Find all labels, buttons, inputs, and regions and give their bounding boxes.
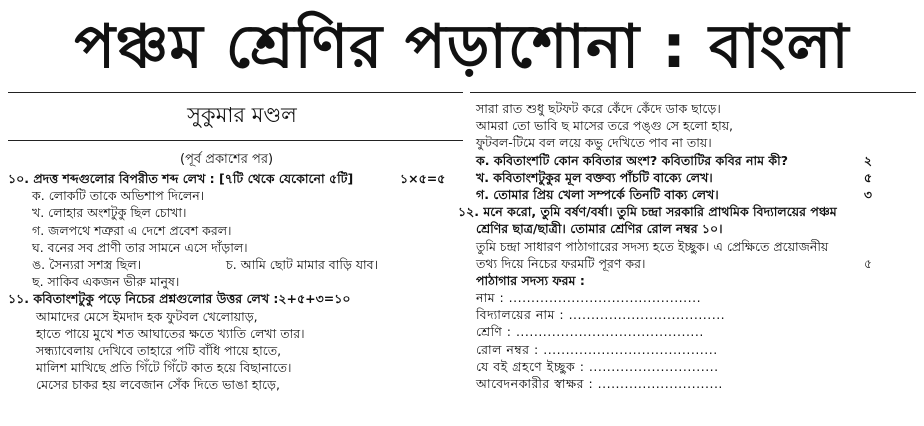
q10-heading: ১০. প্রদত্ত শব্দগুলোর বিপরীত শব্দ লেখ : [৭টি থেকে যেকোনো ৫টি] ১×৫=৫ <box>8 171 446 186</box>
q10-item: ঙ. সৈন্যরা সশস্ত্র ছিল। <box>32 256 142 272</box>
question-mark: ২ <box>863 152 872 168</box>
author-rule <box>8 140 463 141</box>
q10-item-row <box>8 256 463 273</box>
page-title: পঞ্চম শ্রেণির পড়াশোনা : বাংলা <box>74 12 850 82</box>
q12-heading: শ্রেণির ছাত্র/ছাত্রী। তোমার শ্রেণির রোল নম্বর ১০। <box>476 221 723 237</box>
question-mark: ৫ <box>863 255 872 271</box>
q12-body: তুমি চন্দ্রা সাধারণ পাঠাগারের সদস্য হতে ইচ্ছুক। এ প্রেক্ষিতে প্রয়োজনীয় <box>476 238 829 254</box>
q10-item: খ. লোহার অংশটুকু ছিল চোখা। <box>32 205 187 221</box>
poem-line: মেসের চাকর হয় লবেজান সেঁক দিতে ভাঙা হাড়ে, <box>36 377 280 393</box>
poem-line: সন্ধ্যাবেলায় দেখিবে তাহারে পটি বাঁধি পায়ে হাতে, <box>36 342 282 358</box>
q10-item: ছ. সাকিব একজন ভীরু মানুষ। <box>32 274 180 290</box>
form-title: পাঠাগার সদস্য ফরম : <box>476 272 585 288</box>
title-underline-right <box>470 92 916 93</box>
continued-note: (পূর্ব প্রকাশের পর) <box>180 152 274 167</box>
q11-question: ক. কবিতাংশটি কোন কবিতার অংশ? কবিতাটির কবির নাম কী? ২ <box>476 152 872 168</box>
form-field-school: বিদ্যালয়ের নাম : ................................... <box>476 307 726 323</box>
question-mark: ৫ <box>863 169 872 185</box>
poem-line: মালিশ মাখিছে প্রতি গিঁটে গিঁটে কাত হয়ে বিছানাতে। <box>36 360 292 376</box>
q10-marks: ১×৫=৫ <box>400 171 446 186</box>
author-name: সুকুমার মণ্ডল <box>187 103 297 127</box>
left-column <box>8 170 463 393</box>
form-field-book: যে বই গ্রহণে ইচ্ছুক : ............................. <box>476 358 719 374</box>
poem-line: আমাদের মেসে ইমদাদ হক ফুটবল খেলোয়াড়, <box>36 308 258 324</box>
form-field-class: শ্রেণি : .......................................... <box>476 324 704 340</box>
q12-heading: ১২. মনে করো, তুমি বর্ষণ/বর্ষা। তুমি চন্দ্রা সরকারি প্রাথমিক বিদ্যালয়ের পঞ্চম <box>458 204 837 220</box>
q11-heading: ১১. কবিতাংশটুকু পড়ে নিচের প্রশ্নগুলোর উত্তর লেখ :২+৫+৩=১০ <box>8 291 351 307</box>
form-field-roll: রোল নম্বর : ....................................... <box>476 341 718 357</box>
q10-item: গ. জলপথে শত্রুরা এ দেশে প্রবেশ করল। <box>32 222 232 238</box>
form-field-name: নাম : ........................................... <box>476 290 702 306</box>
q11-question: গ. তোমার প্রিয় খেলা সম্পর্কে তিনটি বাক্য লেখ। ৩ <box>476 186 872 202</box>
poem-line: হাতে পায়ে মুখে শত আঘাতের ক্ষতে খ্যাতি লেখা তার। <box>36 325 305 341</box>
right-column <box>458 100 872 392</box>
title-underline-left <box>8 92 463 93</box>
q10-item: ক. লোকটি তাকে অভিশাপ দিলেন। <box>32 188 205 204</box>
form-field-signature: আবেদনকারীর স্বাক্ষর : ............................ <box>476 376 723 391</box>
q12-body: তথ্য দিয়ে নিচের ফরমটি পূরণ কর। ৫ <box>476 255 872 271</box>
poem-line: সারা রাত শুধু ছটফট করে কেঁদে কেঁদে ডাক ছাড়ে। <box>476 101 721 116</box>
q10-item: চ. আমি ছোট মামার বাড়ি যাব। <box>226 256 379 272</box>
poem-line: ফুটবল-টিমে বল লয়ে কভু দেখিতে পাব না তায়। <box>476 135 712 151</box>
poem-line: আমরা তো ভাবি ছ মাসের তরে পঙ্গু সে হলো হায়, <box>476 118 734 134</box>
question-mark: ৩ <box>863 186 872 202</box>
q10-item: ঘ. বনের সব প্রাণী তার সামনে এসে দাঁড়াল। <box>32 239 248 255</box>
q11-question: খ. কবিতাংশটুকুর মূল বক্তব্য পাঁচটি বাক্যে লেখ। ৫ <box>476 169 872 185</box>
